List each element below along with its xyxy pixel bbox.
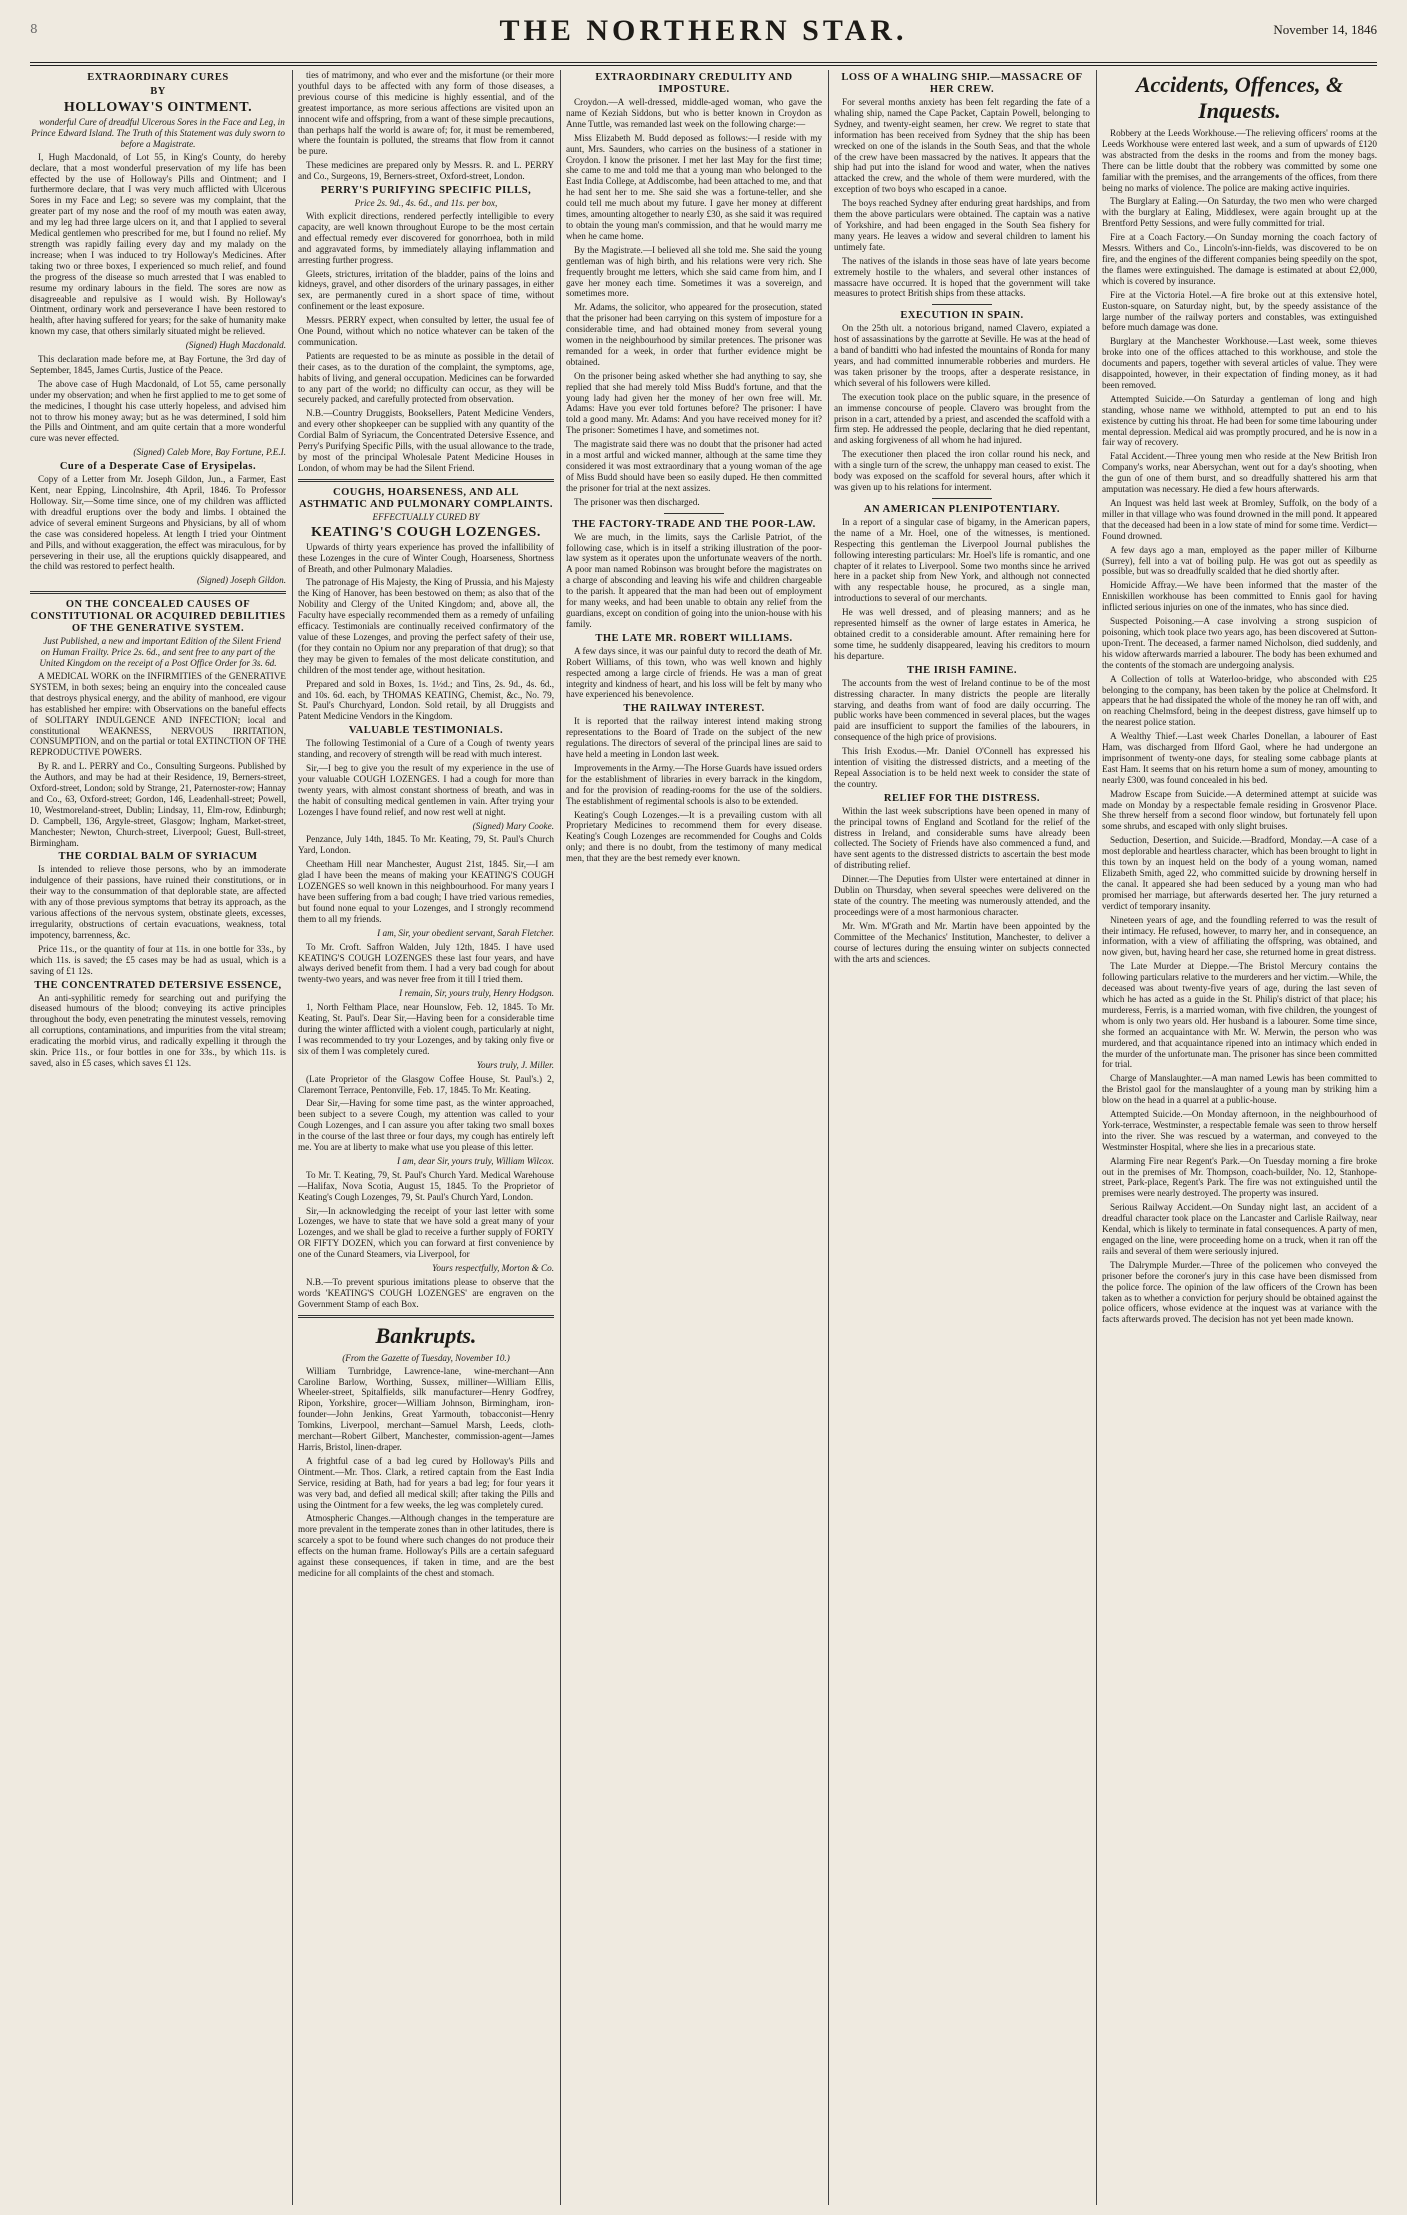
paragraph: In a report of a singular case of bigamy, in the American papers, the name of a Mr. Hoel, one of the witnesses, is mentioned. Respecting this gentleman the Liverpool Journal publishes the following interesting particulars: Mr. Hoel's life is romantic, and one chapter of it relates to Liverpool. Some two months since he arrived here in a packet ship from New York, and although not connected with any respectable house, he procured, as a single man, introductions to several of our merchants.: [834, 516, 1090, 604]
ad-heading: COUGHS, HOARSENESS, AND ALL ASTHMATIC AND PULMONARY COMPLAINTS.: [299, 486, 553, 510]
paragraph: On the 25th ult. a notorious brigand, named Clavero, expiated a host of assassinations by the garrotte at Seville. He was at the head of a band of banditti who had infested the mountains of Ronda for many years, and had committed innumerable robberies and murders. He was taken prisoner by the troops, after a desperate resistance, in which several of his followers were killed.: [834, 323, 1090, 388]
section-heading: THE LATE MR. ROBERT WILLIAMS.: [595, 632, 793, 644]
paragraph: Suspected Poisoning.—A case involving a strong suspicion of poisoning, which took place two years ago, has been discovered at Sutton-upon-Trent. The deceased, a farmer named Nicholson, died suddenly, and his widow afterwards married a labourer. The body has been exhumed and the contents of the stomach are undergoing analysis.: [1102, 616, 1377, 670]
column-rule: [1096, 70, 1097, 2205]
divider: [932, 498, 992, 499]
section-heading: VALUABLE TESTIMONIALS.: [348, 725, 504, 737]
paragraph: A Wealthy Thief.—Last week Charles Donellan, a labourer of East Ham, was discharged from Ilford Gaol, where he had undergone an imprisonment of twenty-one days, for stealing some cabbage plants at East Ham. It seems that on his return home a sum of money, amounting to nearly £300, was found concealed in his bed.: [1102, 731, 1377, 785]
paragraph: Dinner.—The Deputies from Ulster were entertained at dinner in Dublin on Thursday, when several speeches were delivered on the state of the country. The meeting was numerously attended, and the proceedings were of a most harmonious character.: [834, 874, 1090, 917]
column-2: [298, 70, 554, 2200]
divider: [298, 1315, 554, 1318]
paragraph: Improvements in the Army.—The Horse Guards have issued orders for the establishment of libraries in every barrack in the kingdom, and for the provision of reading-rooms for the use of the soldiers. The establishment of regimental schools is also to be extended.: [566, 762, 822, 806]
column-5: [1102, 70, 1377, 2200]
section-heading: RELIEF FOR THE DISTRESS.: [883, 792, 1041, 804]
paragraph: Sir,—I beg to give you the result of my experience in the use of your valuable COUGH LOZENGES. I had a cough for more than twenty years, with almost constant shortness of breath, and was in the habit of consulting medical gentlemen in vain. After trying your Lozenges I have found relief, and now rest well at night.: [298, 763, 554, 817]
section-heading: AN AMERICAN PLENIPOTENTIARY.: [863, 503, 1061, 515]
paragraph: Fire at the Victoria Hotel.—A fire broke out at this extensive hotel, Euston-square, on Saturday night, but, by the speedy assistance of the large number of the railway porters and constables, was extinguished before much damage was done.: [1102, 289, 1377, 333]
paragraph: Is intended to relieve those persons, who by an immoderate indulgence of their passions, have ruined their constitutions, or in their way to the consummation of that deplorable state, are affected with any of those previous symptoms that betray its approach, as the various affections of the nervous system, obstinate gleets, excesses, irregularity, obstructions of certain evacuations, weakness, total impotency, barrenness, &c.: [30, 864, 286, 940]
masthead: [30, 8, 1377, 60]
signature: (Signed) Caleb More, Bay Fortune, P.E.I.: [133, 447, 286, 458]
section-heading: EXTRAORDINARY CREDULITY AND IMPOSTURE.: [595, 72, 793, 95]
paragraph: The natives of the islands in those seas have of late years become extremely hostile to the whalers, and several other instances of massacre have occurred. It is hoped that the government will take measures to protect British ships from these attacks.: [834, 255, 1090, 299]
signature: I am, Sir, your obedient servant, Sarah Fletcher.: [377, 927, 554, 938]
gazette-line: (From the Gazette of Tuesday, November 10.): [342, 1352, 510, 1363]
column-1: [30, 70, 286, 2200]
paragraph: Croydon.—A well-dressed, middle-aged woman, who gave the name of Keziah Siddons, but who is better known in Croydon as Anne Tuttle, was remanded last week on the following charge:—: [566, 97, 822, 129]
paragraph: N.B.—Country Druggists, Booksellers, Patent Medicine Venders, and every other shopkeeper can be supplied with any quantity of the Cordial Balm of Syriacum, the Concentrated Detersive Essence, and Perry's Purifying Specific Pills, with the usual allowance to the trade, by most of the principal Wholesale Patent Medicine Houses in London, of whom may be had the Silent Friend.: [298, 408, 554, 473]
signature: Yours truly, J. Miller.: [476, 1059, 554, 1070]
paragraph: We are much, in the limits, says the Carlisle Patriot, of the following case, which is in itself a striking illustration of the poor-law system as it operates upon the unfortunate weavers of the north. A poor man named Robinson was brought before the magistrates on a charge of absconding and leaving his wife and children chargeable to the parish. It appeared that the man had been out of employment for many weeks, and had been unable to obtain any relief from the guardians, except on condition of going into the union-house with his family.: [566, 531, 822, 629]
paragraph: Mr. Wm. M'Grath and Mr. Martin have been appointed by the Committee of the Mechanics' Institution, Manchester, to deliver a course of lectures during the ensuing winter on subjects connected with the arts and sciences.: [834, 920, 1090, 964]
paragraph: The execution took place on the public square, in the presence of an immense concourse of people. Clavero was brought from the prison in a cart, attended by a priest, and ascended the scaffold with a firm step. He addressed the people, declaring that he died repentant, and asking forgiveness of all whom he had injured.: [834, 391, 1090, 446]
paragraph: Messrs. PERRY expect, when consulted by letter, the usual fee of One Pound, without which no notice whatever can be taken of the communication.: [298, 315, 554, 347]
paragraph: Gleets, strictures, irritation of the bladder, pains of the loins and kidneys, gravel, and other disorders of the urinary passages, in either sex, are permanently cured in a short space of time, without confinement or the least exposure.: [298, 268, 554, 312]
paragraph: By R. and L. PERRY and Co., Consulting Surgeons. Published by the Authors, and may be had at their Residence, 19, Berners-street, Oxford-street, London; sold by Strange, 21, Paternoster-row; Hannay and Co., 63, Oxford-street; Gordon, 146, Leadenhall-street; Powell, 10, Westmoreland-street, Dublin; Lindsay, 11, Elm-row, Edinburgh; D. Campbell, 136, Argyle-street, Glasgow; Ingham, Market-street, Manchester; Newton, Church-street, Liverpool; Guest, Bull-street, Birmingham.: [30, 761, 286, 848]
ad-heading: ON THE CONCEALED CAUSES OF CONSTITUTIONAL OR ACQUIRED DEBILITIES OF THE GENERATIVE SYSTEM.: [30, 599, 286, 635]
paragraph: Within the last week subscriptions have been opened in many of the principal towns of England and Scotland for the relief of the distress in Ireland, and considerable sums have already been collected. The Society of Friends have also commenced a fund, and have sent agents to the distressed districts to ascertain the best mode of distributing relief.: [834, 805, 1090, 871]
column-rule: [828, 70, 829, 2205]
paragraph: A few days since, it was our painful duty to record the death of Mr. Robert Williams, of this town, who was well known and highly respected among a large circle of friends. He was a man of great integrity and kindness of heart, and his loss will be felt by many who have experienced his benevolence.: [566, 645, 822, 700]
page-number: 8: [30, 22, 38, 36]
section-heading: THE FACTORY-TRADE AND THE POOR-LAW.: [572, 518, 816, 530]
ad-heading: BY: [150, 86, 166, 97]
paragraph: 1, North Feltham Place, near Hounslow, Feb. 12, 1845. To Mr. Keating, St. Paul's. Dear Sir,—Having been for a considerable time during the winter afflicted with a violent cough, particularly at night, I was recommended to try your Lozenges, and by taking only five or six of them I was completely cured.: [298, 1002, 554, 1056]
column-rule: [560, 70, 561, 2205]
paragraph: Nineteen years of age, and the foundling referred to was the result of their intimacy. He refused, however, to marry her, and in consequence, an information, with a view of affiliating the offspring, was obtained, and now given, but, having heard her case, she returned home in great distress.: [1102, 914, 1377, 958]
paragraph: A Collection of tolls at Waterloo-bridge, who absconded with £25 belonging to the company, has been taken by the police at Chelmsford. It appears that he had dissipated the whole of the money he ran off with, and on reaching Chelmsford, being in the deepest distress, gave himself up to the nearest police station.: [1102, 673, 1377, 728]
paragraph: Dear Sir,—Having for some time past, as the winter approached, been subject to a severe Cough, my attention was called to your Cough Lozenges, and I can assure you after taking two small boxes in the course of the last three or four days, my cough has entirely left me. You are at liberty to make what use you please of this letter.: [298, 1098, 554, 1153]
divider: [932, 304, 992, 305]
paragraph: It is reported that the railway interest intend making strong representations to the Board of Trade on the subject of the new regulations. The directors of several of the principal lines are said to have held a meeting in London last week.: [566, 716, 822, 760]
paragraph: Homicide Affray.—We have been informed that the master of the Enniskillen workhouse has been committed to Ennis gaol for having inflicted serious injuries on one of the inmates, who has since died.: [1102, 580, 1377, 613]
masthead-rule: [30, 62, 1377, 63]
paragraph: This declaration made before me, at Bay Fortune, the 3rd day of September, 1845, James Curtis, Justice of the Peace.: [30, 354, 286, 375]
section-heading: THE RAILWAY INTEREST.: [623, 703, 765, 715]
paragraph: ties of matrimony, and who ever and the misfortune (or their more youthful days to be affected with any form of those diseases, a previous course of this medicine is highly essential, and of the greatest importance, as more serious affections are visited upon an innocent wife and offspring, from a want of these simple precautions, than perhaps half the world is aware of; for, it must be remembered, where the fountain is polluted, the streams that flow from it cannot be pure.: [298, 70, 554, 157]
paragraph: Charge of Manslaughter.—A man named Lewis has been committed to the Bristol gaol for the manslaughter of a young man by striking him a blow on the head in a quarrel at a public-house.: [1102, 1073, 1377, 1106]
paragraph: Robbery at the Leeds Workhouse.—The relieving officers' rooms at the Leeds Workhouse were entered last week, and a sum of upwards of £120 was abstracted from the desks in the rooms and from the money bags. There can be little doubt that the robbery was committed by some one familiar with the premises, and the arrangements of the offices, from there being no marks of violence. The police are making active inquiries.: [1102, 128, 1377, 193]
paragraph: The boys reached Sydney after enduring great hardships, and from them the above particulars were obtained. The captain was a native of Yorkshire, and had been engaged in the South Sea fishery for many years. He leaves a widow and several children to lament his untimely fate.: [834, 198, 1090, 252]
paragraph: A MEDICAL WORK on the INFIRMITIES of the GENERATIVE SYSTEM, in both sexes; being an enquiry into the concealed cause that destroys physical energy, and the ability of manhood, ere vigour has established her empire: with Observations on the baneful effects of SOLITARY INDULGENCE AND INFECTION; local and constitutional WEAKNESS, NERVOUS IRRITATION, CONSUMPTION, and on the partial or total EXTINCTION OF THE REPRODUCTIVE POWERS.: [30, 670, 286, 758]
bankrupts-heading: Bankrupts.: [375, 1322, 477, 1348]
newspaper-title: THE NORTHERN STAR.: [499, 14, 908, 47]
paragraph: Cheetham Hill near Manchester, August 21st, 1845. Sir,—I am glad I have been the means of making your KEATING'S COUGH LOZENGES so well known in this neighbourhood. For many years I have been suffering from a bad cough; I have tried various remedies, but found none equal to your Lozenges, and I strongly recommend them to all my friends.: [298, 859, 554, 924]
paragraph: Fire at a Coach Factory.—On Sunday morning the coach factory of Messrs. Withers and Co., Lincoln's-inn-fields, was discovered to be on fire, and the engines of the different companies being speedily on the spot, the flames were extinguished. The damage is estimated at about £2,000, which is covered by insurance.: [1102, 232, 1377, 286]
paragraph: Miss Elizabeth M. Budd deposed as follows:—I reside with my aunt, Mrs. Saunders, who carries on the business of a stationer in Croydon. I know the prisoner. I met her last May for the first time; she came to me and told me that a young man who belonged to the East India College, at Addiscombe, had been attached to me, and that he had sent her to me. She said she was a fortune-teller, and she could tell me much about my future. I gave her money at different times, amounting altogether to nearly £30, as she said it was required to obtain the young man's commission, and that he would marry me when he came home.: [566, 132, 822, 241]
paragraph: The above case of Hugh Macdonald, of Lot 55, came personally under my observation; and when he first applied to me to get some of the medicines, I thought his case utterly hopeless, and advised him not to throw his money away; but as he was determined, I sold him the Pills and Ointment, and am quite certain that a more wonderful cure was never effected.: [30, 378, 286, 444]
ad-subheading: EFFECTUALLY CURED BY: [372, 511, 480, 522]
paragraph: Prepared and sold in Boxes, 1s. 1½d.; and Tins, 2s. 9d., 4s. 6d., and 10s. 6d. each, by THOMAS KEATING, Chemist, &c., No. 79, St. Paul's Churchyard, London. Sold retail, by all Druggists and Patent Medicine Vendors in the Kingdom.: [298, 678, 554, 722]
paragraph: Keating's Cough Lozenges.—It is a prevailing custom with all Proprietary Medicines to recommend them for every disease. Keating's Cough Lozenges are recommended for Coughs and Colds only; and there is no doubt, from the testimony of many medical men, that they are the best remedy ever known.: [566, 809, 822, 864]
paragraph: Attempted Suicide.—On Monday afternoon, in the neighbourhood of York-terrace, Westminster, a respectable female was seen to throw herself into the river. She was rescued by a waterman, and conveyed to the Westminster Hospital, where she lies in a precarious state.: [1102, 1109, 1377, 1152]
paragraph: (Late Proprietor of the Glasgow Coffee House, St. Paul's.) 2, Claremont Terrace, Pentonville, Feb. 17, 1845. To Mr. Keating.: [298, 1073, 554, 1095]
signature: I remain, Sir, yours truly, Henry Hodgson.: [399, 988, 554, 999]
paragraph: Fatal Accident.—Three young men who reside at the New British Iron Company's works, near Abersychan, went out for a day's shooting, when the gun of one of them burst, and so dreadfully shattered his arm that amputation was necessary. He died a few hours afterwards.: [1102, 451, 1377, 495]
signature: (Signed) Joseph Gildon.: [196, 575, 286, 586]
masthead-rule-2: [30, 65, 1377, 66]
paragraph: A frightful case of a bad leg cured by Holloway's Pills and Ointment.—Mr. Thos. Clark, a retired captain from the East India Service, residing at Bath, had for years a bad leg; for four years it was very bad, and defied all medical skill; after taking the Pills and using the Ointment for a few weeks, the leg was completely cured.: [298, 1455, 554, 1510]
paragraph: A few days ago a man, employed as the paper miller of Kilburne (Surrey), fell into a vat of boiling pulp. He was got out as speedily as possible, but was so dreadfully scalded that he died shortly after.: [1102, 544, 1377, 577]
paragraph: He was well dressed, and of pleasing manners; and as he represented himself as the owner of large estates in America, he obtained credit to a considerable amount. After remaining here for some time, he suddenly disappeared, leaving his creditors to mourn his departure.: [834, 607, 1090, 661]
paragraph: By the Magistrate.—I believed all she told me. She said the young gentleman was of high birth, and his relations were very rich. She frequently brought me letters, which she said came from him, and I gave her money each time. Sometimes it was a sovereign, and sometimes more.: [566, 244, 822, 299]
divider: [664, 513, 724, 514]
paragraph: The Burglary at Ealing.—On Saturday, the two men who were charged with the burglary at Ealing, Middlesex, were again brought up at the Brentford Petty Sessions, and were fully committed for trial.: [1102, 196, 1377, 229]
ad-heading: KEATING'S COUGH LOZENGES.: [311, 524, 541, 540]
issue-date: November 14, 1846: [1273, 22, 1377, 37]
accidents-heading: Accidents, Offences, & Inquests.: [1135, 72, 1344, 123]
signature: (Signed) Mary Cooke.: [472, 820, 554, 831]
ad-heading: EXTRAORDINARY CURES: [87, 72, 229, 83]
paragraph: The Late Murder at Dieppe.—The Bristol Mercury contains the following particulars relative to the murderers and her victim.—While, the deceased was about twenty-five years of age, during the last seven of which he has acted as a guide in the St. Philip's district of that place; his murderess, Ferris, is a married woman, with five children, the youngest of whom is only two years old. Her husband is a labourer. Some time since, she formed an acquaintance with Mr. W. Merwin, the person who was murdered, and that acquaintance ripened into an intimacy which ended in the murder of the unfortunate man. The prisoner has since been committed for trial.: [1102, 961, 1377, 1070]
paragraph: The prisoner was then discharged.: [574, 496, 700, 507]
paragraph: Upwards of thirty years experience has proved the infallibility of these Lozenges in the cure of Winter Cough, Hoarseness, Shortness of Breath, and other Pulmonary Maladies.: [298, 541, 554, 574]
paragraph: Patients are requested to be as minute as possible in the detail of their cases, as to the duration of the complaint, the symptoms, age, habits of living, and general occupation. Medicines can be forwarded to any part of the world; no difficulty can occur, as they will be securely packed, and carefully protected from observation.: [298, 350, 554, 405]
ad-heading: THE CONCENTRATED DETERSIVE ESSENCE,: [34, 979, 282, 991]
signature: Yours respectfully, Morton & Co.: [432, 1263, 554, 1274]
paragraph: With explicit directions, rendered perfectly intelligible to every capacity, are well known throughout Europe to be the most certain and effectual remedy ever discovered for gonorrhoea, both in mild and aggravated forms, by immediately allaying inflammation and arresting further progress.: [298, 210, 554, 265]
paragraph: Price 11s., or the quantity of four at 11s. in one bottle for 33s., by which 11s. is saved; the £5 cases may be had as usual, which is a saving of £1 12s.: [30, 943, 286, 976]
paragraph: An anti-syphilitic remedy for searching out and purifying the diseased humours of the blood; conveying its active principles throughout the body, even penetrating the minutest vessels, removing all corruptions, contaminations, and impurities from the vital stream; eradicating the morbid virus, and radically expelling it through the skin. Price 11s., or four bottles in one for 33s., by which 11s. is saved, also in £5 cases, which saves £1 12s.: [30, 992, 286, 1068]
signature: (Signed) Hugh Macdonald.: [185, 340, 286, 351]
signature: I am, dear Sir, yours truly, William Wilcox.: [397, 1155, 554, 1166]
paragraph: I, Hugh Macdonald, of Lot 55, in King's County, do hereby declare, that a most wonderful preservation of my life has been effected by the use of Holloway's Pills and Ointment; and I furthermore declare, that I was very much afflicted with Ulcerous Sores in my Face and Leg; so severe was my complaint, that the greater part of my nose and the roof of my mouth was eaten away, and my leg had three large ulcers on it, and that I applied to several Medical gentlemen who prescribed for me, but I found no relief. My strength was rapidly failing every day and my malady on the increase; when I was induced to try Holloway's Medicines. After taking two or three boxes, I experienced so much relief, and found the progress of the disease so much arrested that I was enabled to resume my ordinary labours in the field. The sores are now as disagreeable and repulsive as I would wish. By Holloway's Ointment, ordinary work and perseverance I have been restored to health, after having suffered for years; for the sake of humanity make known my case, that others similarly situated might be relieved.: [30, 151, 286, 337]
paragraph: The magistrate said there was no doubt that the prisoner had acted in a most artful and wicked manner, although at the same time they considered it was most extraordinary that a young woman of the age of Miss Budd should have been so easily duped. He then committed the prisoner for trial at the next assizes.: [566, 439, 822, 493]
paragraph: The executioner then placed the iron collar round his neck, and with a single turn of the screw, the unhappy man ceased to exist. The body was exposed on the scaffold for several hours, after which it was given up to his relations for interment.: [834, 449, 1090, 492]
paragraph: Madrow Escape from Suicide.—A determined attempt at suicide was made on Monday by a respectable female residing in Grosvenor Place. She threw herself from a second floor window, but fortunately fell upon some shrubs, and escaped with only slight bruises.: [1102, 788, 1377, 832]
paragraph: The Dalrymple Murder.—Three of the policemen who conveyed the prisoner before the coroner's jury in this case have been dismissed from the police force. The opinion of the law officers of the Crown has been taken as to whether a conviction for perjury should be obtained against the police officers, whose evidence at the inquest was at variance with the facts afterwards proved. The decision has not yet been made known.: [1102, 1259, 1377, 1325]
price-line: Price 2s. 9d., 4s. 6d., and 11s. per box,: [354, 198, 498, 209]
section-heading: Cure of a Desperate Case of Erysipelas.: [59, 461, 257, 473]
paragraph: Attempted Suicide.—On Saturday a gentleman of long and high standing, whose name we withhold, attempted to put an end to his existence by cutting his throat. He had been for some time labouring under mental depression. Medical aid was promptly procured, and he is now in a fair way of recovery.: [1102, 393, 1377, 448]
section-heading: THE IRISH FAMINE.: [906, 664, 1018, 676]
paragraph: Seduction, Desertion, and Suicide.—Bradford, Monday.—A case of a most deplorable and heartless character, which has been brought to light in this town by an inquest held on the body of a young woman, named Elizabeth Smith, aged 22, who committed suicide by drowning herself in the canal. It appeared she had been seduced by a young man who had promised her marriage, but afterwards deserted her. The jury returned a verdict of temporary insanity.: [1102, 835, 1377, 911]
column-rule: [292, 70, 293, 2205]
paragraph: The following Testimonial of a Cure of a Cough of twenty years standing, and recovery of strength will be read with much interest.: [298, 738, 554, 760]
ad-heading: PERRY'S PURIFYING SPECIFIC PILLS,: [320, 185, 532, 197]
paragraph: For several months anxiety has been felt regarding the fate of a whaling ship, named the Cape Packet, Captain Powell, belonging to Sydney, and twenty-eight seamen, her crew. We regret to state that information has been received from Sydney that the ship has been wrecked on one of the islands in the South Seas, and that the whole of the crew have been massacred by the natives. It appears that the ship had put into the island for wood and water, when the natives attacked the crew, and the whole of them were murdered, with the exception of two boys who escaped in a canoe.: [834, 97, 1090, 195]
ad-intro: Just Published, a new and important Edition of the Silent Friend on Human Frailty. Price 2s. 6d., and sent free to any part of the United Kingdom on the receipt of a Post Office Order for 3s. 6d.: [39, 636, 281, 669]
paragraph: These medicines are prepared only by Messrs. R. and L. PERRY and Co., Surgeons, 19, Berners-street, Oxford-street, London.: [298, 160, 554, 182]
paragraph: Burglary at the Manchester Workhouse.—Last week, some thieves broke into one of the offices attached to this workhouse, and stole the documents and papers, together with several articles of value. They were disappointed, however, in their expectation of finding money, as it had been removed.: [1102, 336, 1377, 390]
paragraph: To Mr. Croft. Saffron Walden, July 12th, 1845. I have used KEATING'S COUGH LOZENGES these last four years, and have always derived benefit from them. I had a very bad cough for about twenty-two years, and was never free from it till I tried them.: [298, 941, 554, 985]
paragraph: An Inquest was held last week at Bromley, Suffolk, on the body of a miller in that village who was found drowned in the mill pond. It appeared that the deceased had been in a low state of mind for some time. Verdict—Found drowned.: [1102, 498, 1377, 541]
paragraph: To Mr. T. Keating, 79, St. Paul's Church Yard. Medical Warehouse—Halifax, Nova Scotia, August 15, 1845. To the Proprietor of Keating's Cough Lozenges, 79, St. Paul's Church Yard, London.: [298, 1169, 554, 1202]
paragraph: Copy of a Letter from Mr. Joseph Gildon, Jun., a Farmer, East Kent, near Epping, Lincolnshire, 4th April, 1846. To Professor Holloway. Sir,—Some time since, one of my children was afflicted with dreadful eruptions over the body and limbs. I obtained the advice of several eminent Surgeons and Physicians, by all of whom the case was considered hopeless. At length I tried your Ointment and Pills, and without exaggeration, the effect was miraculous, for by persevering in their use, all the eruptions quickly disappeared, and the child was restored to perfect health.: [30, 474, 286, 572]
paragraph: Serious Railway Accident.—On Sunday night last, an accident of a dreadful character took place on the Lancaster and Carlisle Railway, near Kendal, which is likely to terminate in fatal consequences. A party of men, engaged on the line, were proceeding home on a truck, when it ran off the rails and several of them were seriously injured.: [1102, 1202, 1377, 1256]
section-heading: LOSS OF A WHALING SHIP.—MASSACRE OF HER CREW.: [841, 72, 1083, 95]
paragraph: Penzance, July 14th, 1845. To Mr. Keating, 79, St. Paul's Church Yard, London.: [298, 834, 554, 856]
paragraph: On the prisoner being asked whether she had anything to say, she replied that she had merely told Miss Budd's fortune, and that the young lady had given her the money of her own free will. Mr. Adams: Have you ever told fortunes before? The prisoner: I have told a good many. Mr. Adams: And you have received money for it? The prisoner: Sometimes I have, and sometimes not.: [566, 370, 822, 436]
ad-intro: wonderful Cure of dreadful Ulcerous Sores in the Face and Leg, in Prince Edward Island. The Truth of this Statement was duly sworn to before a Magistrate.: [31, 117, 285, 149]
divider: [298, 479, 554, 482]
ad-heading: HOLLOWAY'S OINTMENT.: [63, 100, 253, 115]
divider: [30, 591, 286, 594]
paragraph: This Irish Exodus.—Mr. Daniel O'Connell has expressed his intention of visiting the distressed districts, and a meeting of the Repeal Association is to be held next week to consider the state of the country.: [834, 746, 1090, 789]
column-4: [834, 70, 1090, 2200]
paragraph: The patronage of His Majesty, the King of Prussia, and his Majesty the King of Hanover, has been bestowed on them; as also that of the Nobility and Clergy of the United Kingdom; and, above all, the Faculty have especially recommended them as a remedy of unfailing efficacy. Testimonials are continually received confirmatory of the value of these Lozenges, and proving the perfect safety of their use, (for they contain no Opium nor any preparation of that drug); so that they may be given to females of the most delicate constitution, and children of the most tender age, without hesitation.: [298, 577, 554, 675]
paragraph: Mr. Adams, the solicitor, who appeared for the prosecution, stated that the prisoner had been carrying on this system of imposture for a considerable time, and had obtained money from several young women in the neighbourhood by similar pretences. The prisoner was remanded for a week, in order that further evidence might be obtained.: [566, 302, 822, 367]
paragraph: Atmospheric Changes.—Although changes in the temperature are more prevalent in the temperate zones than in other latitudes, there is scarcely a spot to be found where such changes do not produce their effects on the human frame. Holloway's Pills are a certain safeguard against these consequences, if taken in time, and are the best medicine for all complaints of the chest and stomach.: [298, 1513, 554, 1578]
ad-heading: THE CORDIAL BALM OF SYRIACUM: [58, 851, 258, 863]
section-heading: EXECUTION IN SPAIN.: [900, 310, 1024, 322]
paragraph: The accounts from the west of Ireland continue to be of the most distressing character. In many districts the people are literally starving, and deaths from want of food are daily occurring. The public works have been commenced in several places, but the wages paid are insufficient to support the families of the labourers, in consequence of the high price of provisions.: [834, 677, 1090, 743]
paragraph: Sir,—In acknowledging the receipt of your last letter with some Lozenges, we have to state that we have sold a great many of your Lozenges, and we shall be glad to receive a further supply of FORTY OR FIFTY DOZEN, which you can forward at first convenience by one of the Cunard Steamers, via Liverpool, for: [298, 1205, 554, 1260]
paragraph: N.B.—To prevent spurious imitations please to observe that the words 'KEATING'S COUGH LOZENGES' are engraven on the Government Stamp of each Box.: [298, 1277, 554, 1309]
paragraph: William Turnbridge, Lawrence-lane, wine-merchant—Ann Caroline Barlow, Worthing, Sussex, milliner—William Ellis, Wheeler-street, Spitalfields, silk manufacturer—Henry Godfrey, Ripon, Yorkshire, grocer—William Johnson, Birmingham, iron-founder—John Jenkins, Great Yarmouth, tobacconist—Henry Tomkins, Liverpool, merchant—Samuel Marsh, Leeds, cloth-merchant—Robert Gilbert, Manchester, commission-agent—James Harris, Bristol, linen-draper.: [298, 1365, 554, 1452]
column-3: [566, 70, 822, 2200]
paragraph: Alarming Fire near Regent's Park.—On Tuesday morning a fire broke out in the premises of Mr. Thompson, coach-builder, No. 12, Stanhope-street, Park-place, Regent's Park. The fire was not extinguished until the premises were nearly destroyed. The property was insured.: [1102, 1155, 1377, 1199]
